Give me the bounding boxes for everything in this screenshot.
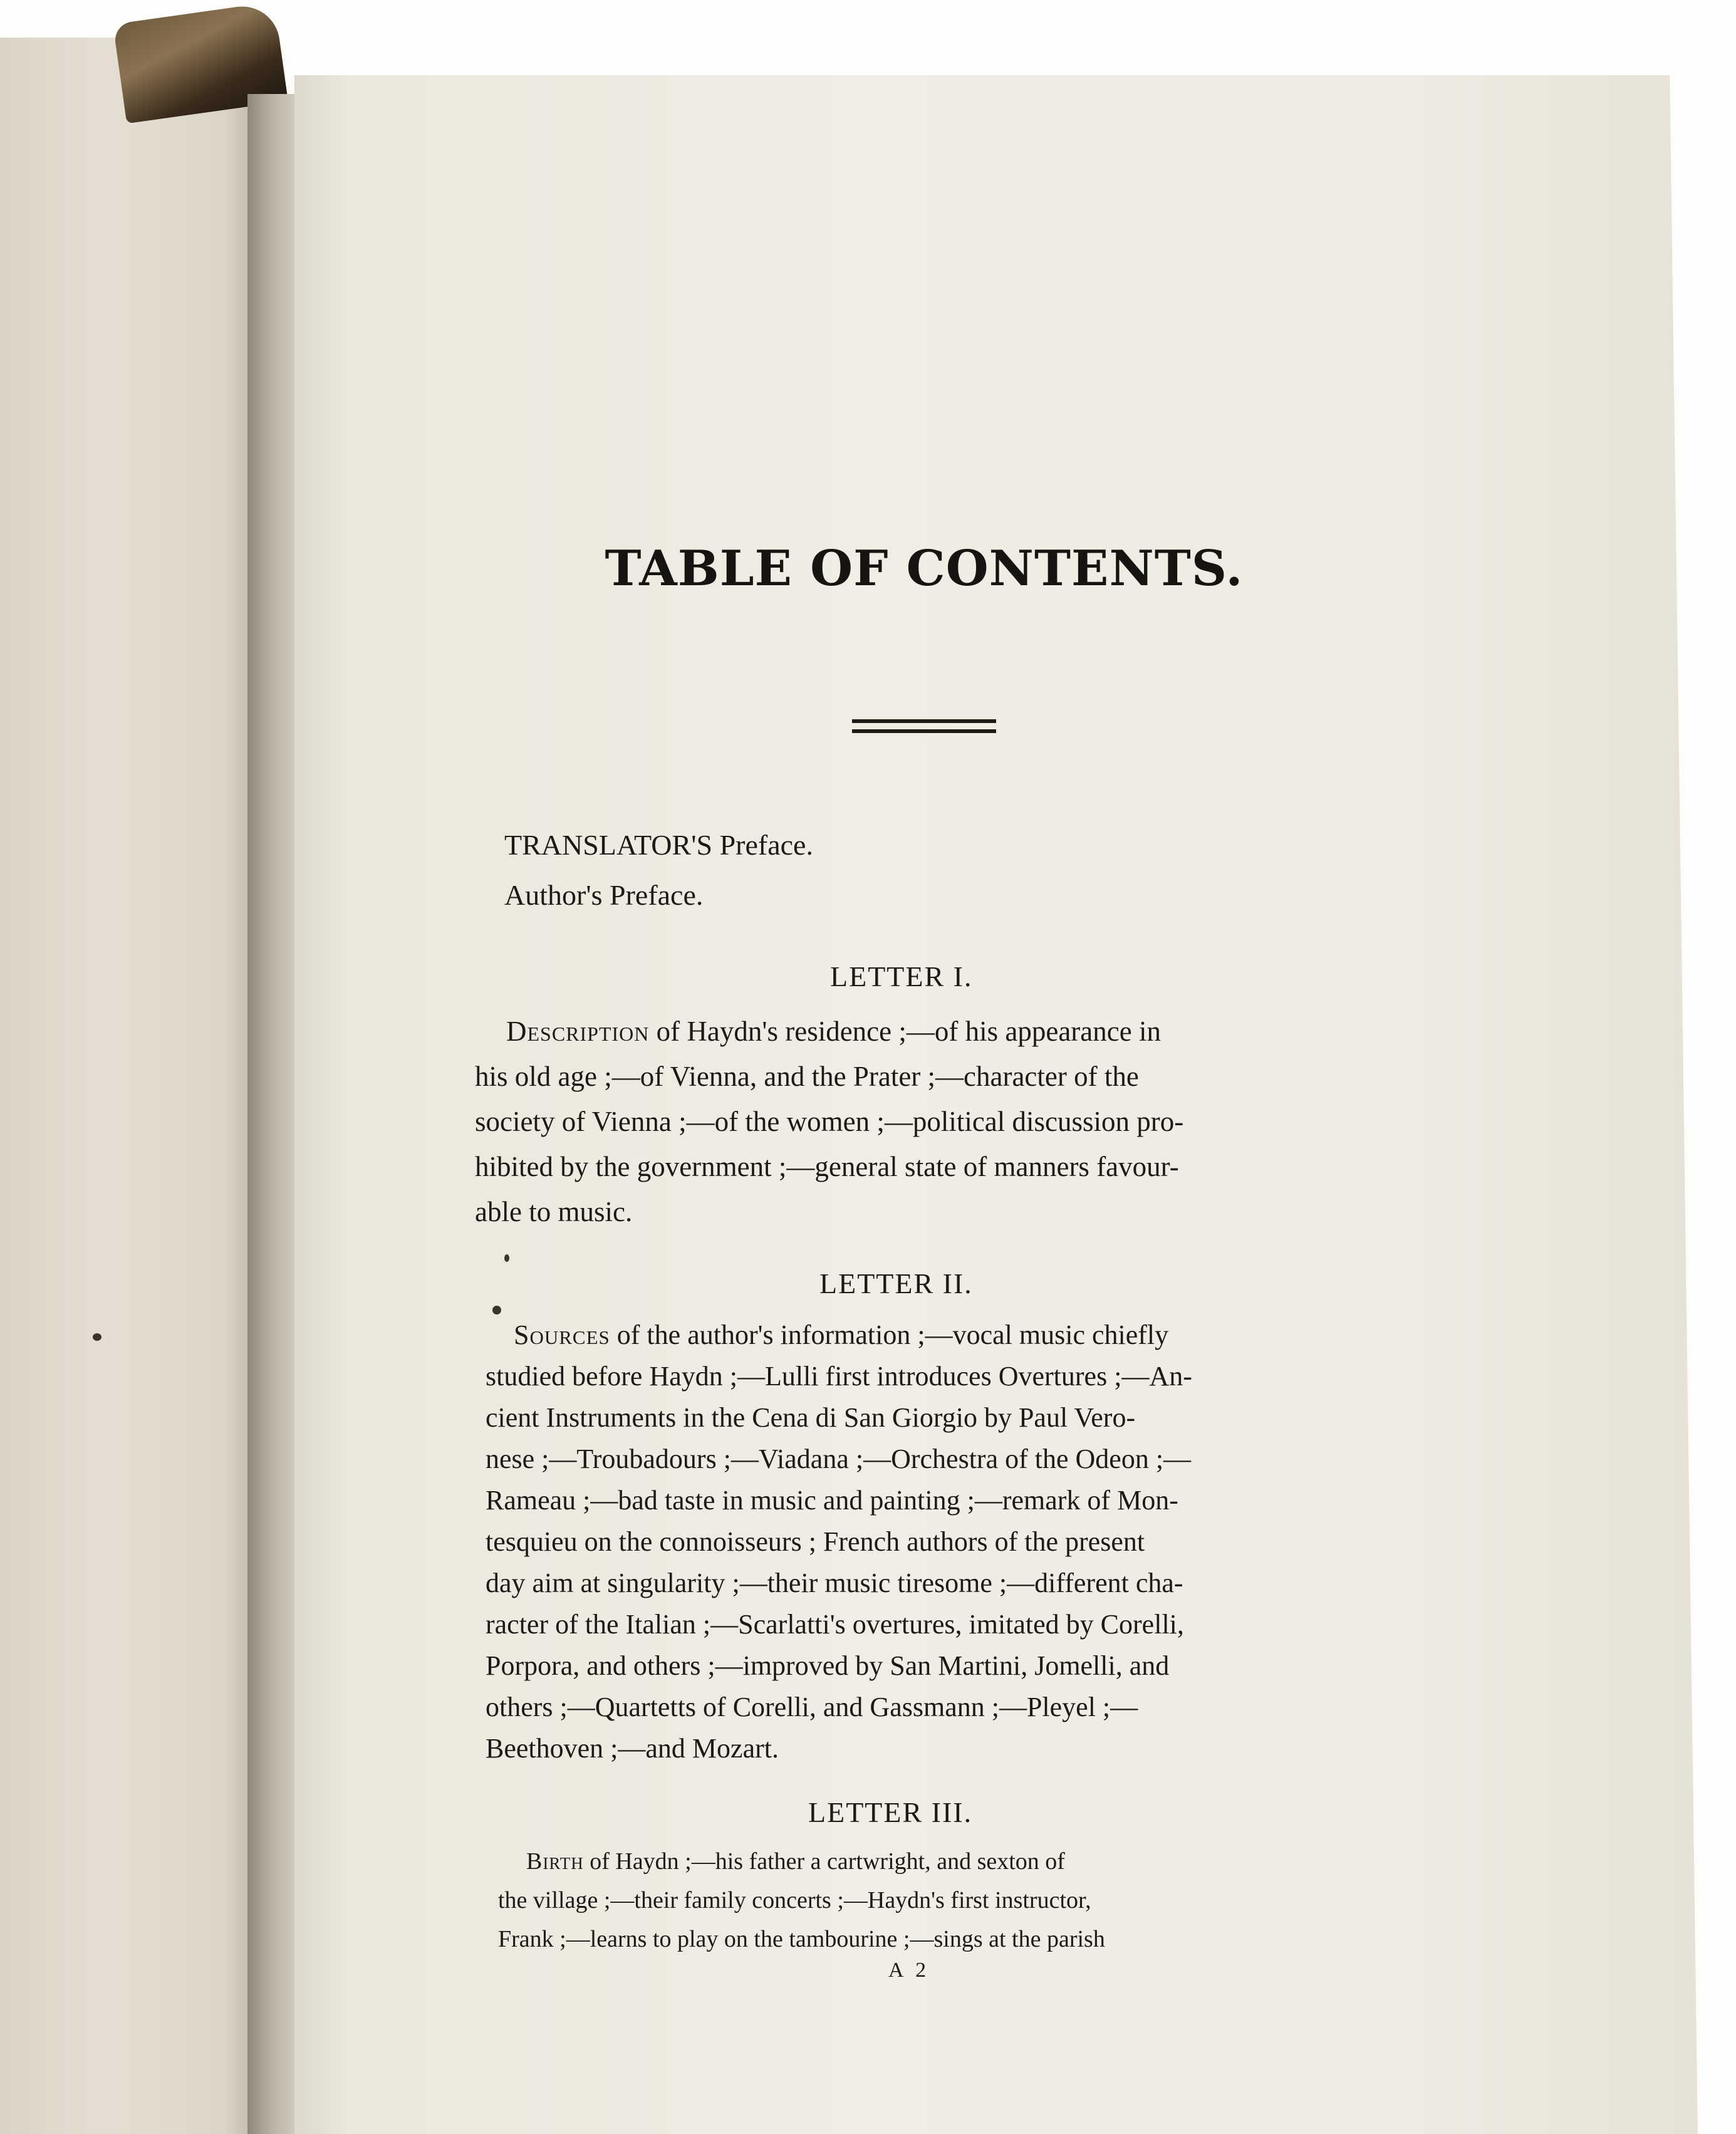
letter-2-line-2: studied before Haydn ;—Lulli first introduces Overtures ;—An-	[486, 1361, 1192, 1392]
page-title: TABLE OF CONTENTS.	[605, 540, 1244, 597]
letter-2-line-1: Sources of the author's information ;—vocal music chiefly	[514, 1319, 1169, 1350]
translators-preface: TRANSLATOR'S Preface.	[504, 829, 813, 861]
letter-2-line-7: day aim at singularity ;—their music tiresome ;—different cha-	[486, 1568, 1183, 1598]
authors-preface: Author's Preface.	[504, 879, 704, 911]
foxing-speck	[492, 1306, 501, 1314]
letter-3-summary	[498, 1842, 1306, 1959]
letter-3-line-2: the village ;—their family concerts ;—Haydn's first instructor,	[498, 1887, 1091, 1913]
letter-2-line-5: Rameau ;—bad taste in music and painting ;—remark of Mon-	[486, 1485, 1178, 1516]
signature-mark: A 2	[888, 1959, 930, 1982]
letter-1-lead: Description	[506, 1016, 650, 1047]
letter-2-line-9: Porpora, and others ;—improved by San Martini, Jomelli, and	[486, 1650, 1170, 1681]
letter-2-line-4: nese ;—Troubadours ;—Viadana ;—Orchestra of the Odeon ;—	[486, 1444, 1192, 1474]
foxing-speck	[504, 1254, 509, 1262]
letter-2-heading: LETTER II.	[819, 1267, 973, 1299]
letter-2-line-11: Beethoven ;—and Mozart.	[486, 1733, 779, 1764]
letter-3-heading: LETTER III.	[808, 1796, 973, 1828]
letter-2-line-10: others ;—Quartetts of Corelli, and Gassmann ;—Pleyel ;—	[486, 1692, 1138, 1722]
letter-2-line-3: cient Instruments in the Cena di San Giorgio by Paul Vero-	[486, 1402, 1136, 1433]
letter-3-lead: Birth	[526, 1848, 584, 1875]
letter-2-line-6: tesquieu on the connoisseurs ; French authors of the present	[486, 1526, 1145, 1557]
letter-1-line-4: hibited by the government ;—general state of manners favour-	[475, 1151, 1179, 1182]
letter-1-line-3: society of Vienna ;—of the women ;—political discussion pro-	[475, 1106, 1184, 1137]
letter-2-lead: Sources	[514, 1319, 610, 1350]
letter-1-line-2: his old age ;—of Vienna, and the Prater ;—character of the	[475, 1061, 1139, 1092]
letter-1-line-5: able to music.	[475, 1196, 633, 1227]
letter-3-line-1: Birth of Haydn ;—his father a cartwright, and sexton of	[526, 1848, 1065, 1875]
letter-1-line-1: Description of Haydn's residence ;—of his appearance in	[506, 1016, 1161, 1047]
left-facing-page	[0, 38, 263, 2134]
double-rule-bottom	[852, 729, 996, 733]
foxing-speck	[93, 1333, 101, 1341]
letter-1-summary	[475, 1009, 1358, 1234]
letter-1-heading: LETTER I.	[830, 960, 973, 992]
double-rule-top	[852, 719, 996, 723]
letter-2-line-8: racter of the Italian ;—Scarlatti's overtures, imitated by Corelli,	[486, 1609, 1184, 1640]
letter-3-line-3: Frank ;—learns to play on the tambourine ;—sings at the parish	[498, 1926, 1105, 1952]
letter-2-summary	[486, 1314, 1359, 1769]
